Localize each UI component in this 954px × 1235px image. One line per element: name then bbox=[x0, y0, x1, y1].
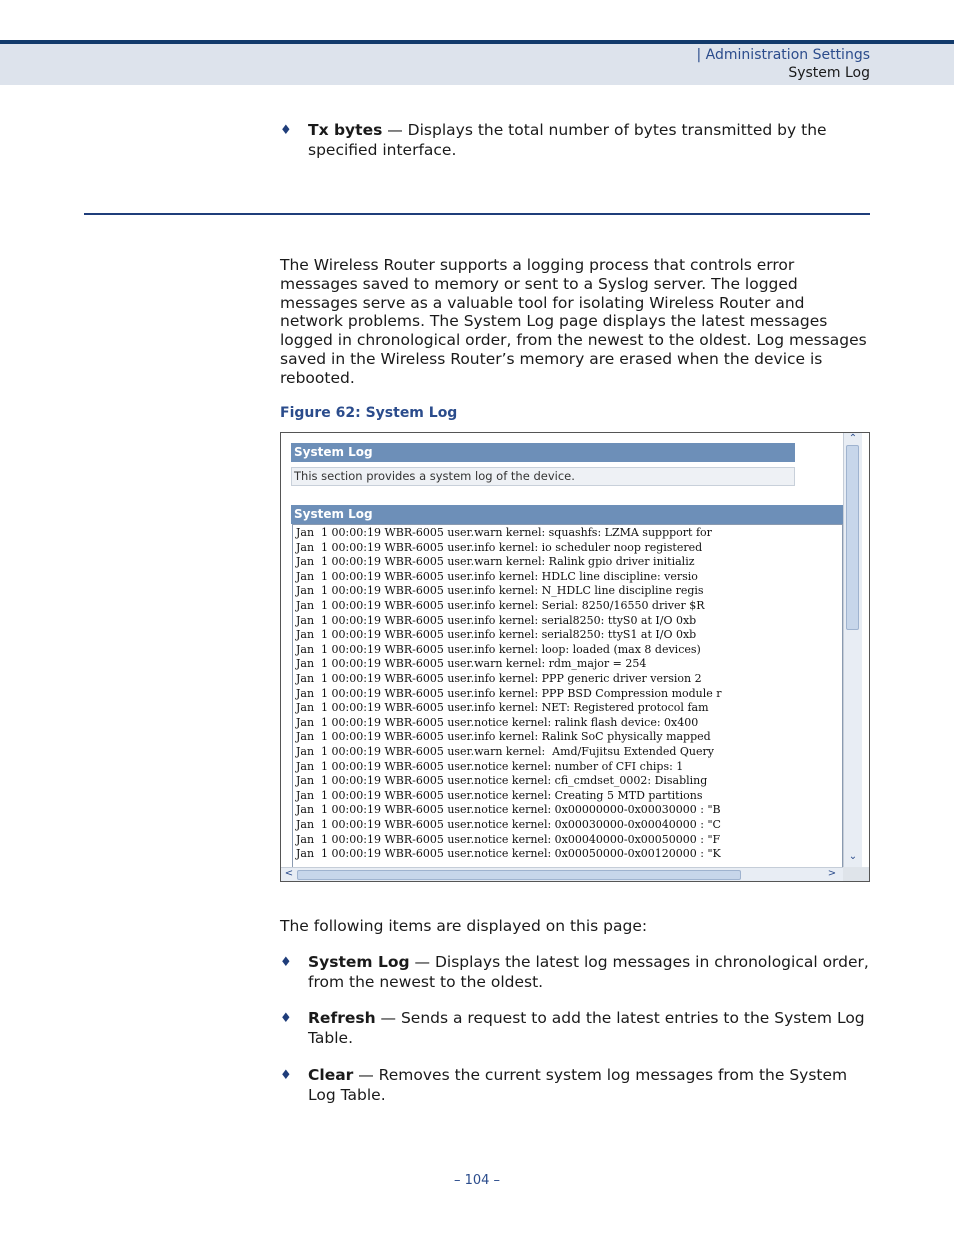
log-line: Jan 1 00:00:19 WBR-6005 user.info kernel: NET: Registered protocol fam bbox=[296, 701, 709, 715]
bullet-text: — Displays the total number of bytes transmitted by the specified interface. bbox=[308, 121, 827, 159]
system-log-screenshot bbox=[280, 432, 870, 882]
log-line: Jan 1 00:00:19 WBR-6005 user.notice kernel: 0x00050000-0x00120000 : "K bbox=[296, 847, 721, 861]
vertical-scrollbar[interactable] bbox=[843, 433, 862, 868]
bullet-term: Refresh bbox=[308, 1009, 376, 1027]
log-line: Jan 1 00:00:19 WBR-6005 user.notice kernel: 0x00030000-0x00040000 : "C bbox=[296, 818, 721, 831]
header-chapter: | Administration Settings bbox=[696, 47, 870, 63]
diamond-bullet-icon: ♦ bbox=[280, 123, 292, 138]
scroll-left-icon[interactable]: < bbox=[284, 868, 294, 879]
log-line: Jan 1 00:00:19 WBR-6005 user.warn kernel: Ralink gpio driver initializ bbox=[296, 555, 695, 569]
diamond-bullet-icon: ♦ bbox=[280, 1011, 292, 1026]
log-line: Jan 1 00:00:19 WBR-6005 user.info kernel: HDLC line discipline: versio bbox=[296, 569, 698, 583]
log-line: Jan 1 00:00:19 WBR-6005 user.info kernel: PPP generic driver version 2 bbox=[296, 672, 702, 685]
log-line: Jan 1 00:00:19 WBR-6005 user.info kernel: Ralink SoC physically mapped bbox=[296, 730, 711, 744]
log-line: Jan 1 00:00:19 WBR-6005 user.notice kernel: 0x00000000-0x00030000 : "B bbox=[296, 803, 721, 817]
log-line: Jan 1 00:00:19 WBR-6005 user.notice kernel: cfi_cmdset_0002: Disabling bbox=[296, 774, 708, 788]
intro-paragraph: The Wireless Router supports a logging process that controls error messages saved to memory or sent to a Syslog server. The logged messages serve as a valuable tool for isolating Wireless Router and network problems. The System Log page displays the latest messages logged in chronological order, from the newest to the oldest. Log messages saved in the Wireless Router’s memory are erased when the device is rebooted. bbox=[280, 256, 867, 387]
log-line: Jan 1 00:00:19 WBR-6005 user.info kernel: PPP BSD Compression module r bbox=[296, 686, 722, 700]
log-line: Jan 1 00:00:19 WBR-6005 user.info kernel: N_HDLC line discipline regis bbox=[296, 584, 704, 598]
bullet-text: — Sends a request to add the latest entries to the System Log Table. bbox=[308, 1009, 865, 1047]
panel-description: This section provides a system log of the device. bbox=[291, 467, 795, 486]
page-number: – 104 – bbox=[453, 1173, 501, 1188]
log-line: Jan 1 00:00:19 WBR-6005 user.info kernel: Serial: 8250/16550 driver $R bbox=[296, 599, 705, 612]
bullet-clear bbox=[280, 1066, 870, 1105]
system-log-textarea[interactable] bbox=[292, 524, 843, 870]
scrollbar-corner bbox=[843, 867, 869, 881]
bullet-text: — Displays the latest log messages in chronological order, from the newest to the oldest. bbox=[308, 953, 869, 991]
panel-title-system-log: System Log bbox=[291, 443, 795, 462]
horizontal-scrollbar[interactable] bbox=[281, 867, 843, 882]
log-line: Jan 1 00:00:19 WBR-6005 user.info kernel: serial8250: ttyS0 at I/O 0xb bbox=[296, 613, 697, 627]
diamond-bullet-icon: ♦ bbox=[280, 1068, 292, 1083]
bullet-term: Tx bytes bbox=[308, 121, 383, 139]
log-line: Jan 1 00:00:19 WBR-6005 user.info kernel: loop: loaded (max 8 devices) bbox=[296, 642, 701, 656]
running-header bbox=[697, 46, 870, 82]
log-line: Jan 1 00:00:19 WBR-6005 user.info kernel: io scheduler noop registered bbox=[296, 540, 703, 554]
log-line: Jan 1 00:00:19 WBR-6005 user.notice kernel: Creating 5 MTD partitions bbox=[296, 788, 703, 802]
header-section: System Log bbox=[788, 65, 870, 81]
section-rule bbox=[84, 213, 870, 215]
scroll-up-icon[interactable]: ⌃ bbox=[848, 433, 858, 444]
vertical-scroll-thumb[interactable] bbox=[846, 445, 859, 630]
log-line: Jan 1 00:00:19 WBR-6005 user.warn kernel: rdm_major = 254 bbox=[296, 657, 647, 671]
bullet-term: System Log bbox=[308, 953, 410, 971]
bullet-text: — Removes the current system log messages from the System Log Table. bbox=[308, 1066, 848, 1104]
log-line: Jan 1 00:00:19 WBR-6005 user.info kernel: serial8250: ttyS1 at I/O 0xb bbox=[296, 628, 697, 642]
horizontal-scroll-thumb[interactable] bbox=[297, 870, 741, 880]
log-line: Jan 1 00:00:19 WBR-6005 user.notice kernel: number of CFI chips: 1 bbox=[296, 759, 684, 773]
bullet-term: Clear bbox=[308, 1066, 354, 1084]
log-panel-title: System Log bbox=[291, 505, 843, 524]
scroll-right-icon[interactable]: > bbox=[827, 868, 837, 879]
log-line: Jan 1 00:00:19 WBR-6005 user.warn kernel: squashfs: LZMA suppport for bbox=[296, 526, 712, 539]
log-line: Jan 1 00:00:19 WBR-6005 user.notice kernel: 0x00040000-0x00050000 : "F bbox=[296, 832, 721, 846]
bullet-refresh bbox=[280, 1009, 870, 1048]
figure-caption: Figure 62: System Log bbox=[280, 405, 458, 421]
log-line: Jan 1 00:00:19 WBR-6005 user.notice kernel: ralink flash device: 0x400 bbox=[296, 715, 699, 729]
bullet-tx-bytes bbox=[280, 121, 870, 160]
log-line: Jan 1 00:00:19 WBR-6005 user.warn kernel: Amd/Fujitsu Extended Query bbox=[296, 745, 714, 758]
scroll-down-icon[interactable]: ⌄ bbox=[848, 851, 858, 862]
diamond-bullet-icon: ♦ bbox=[280, 955, 292, 970]
items-intro: The following items are displayed on this page: bbox=[280, 917, 648, 935]
bullet-system-log bbox=[280, 953, 870, 992]
